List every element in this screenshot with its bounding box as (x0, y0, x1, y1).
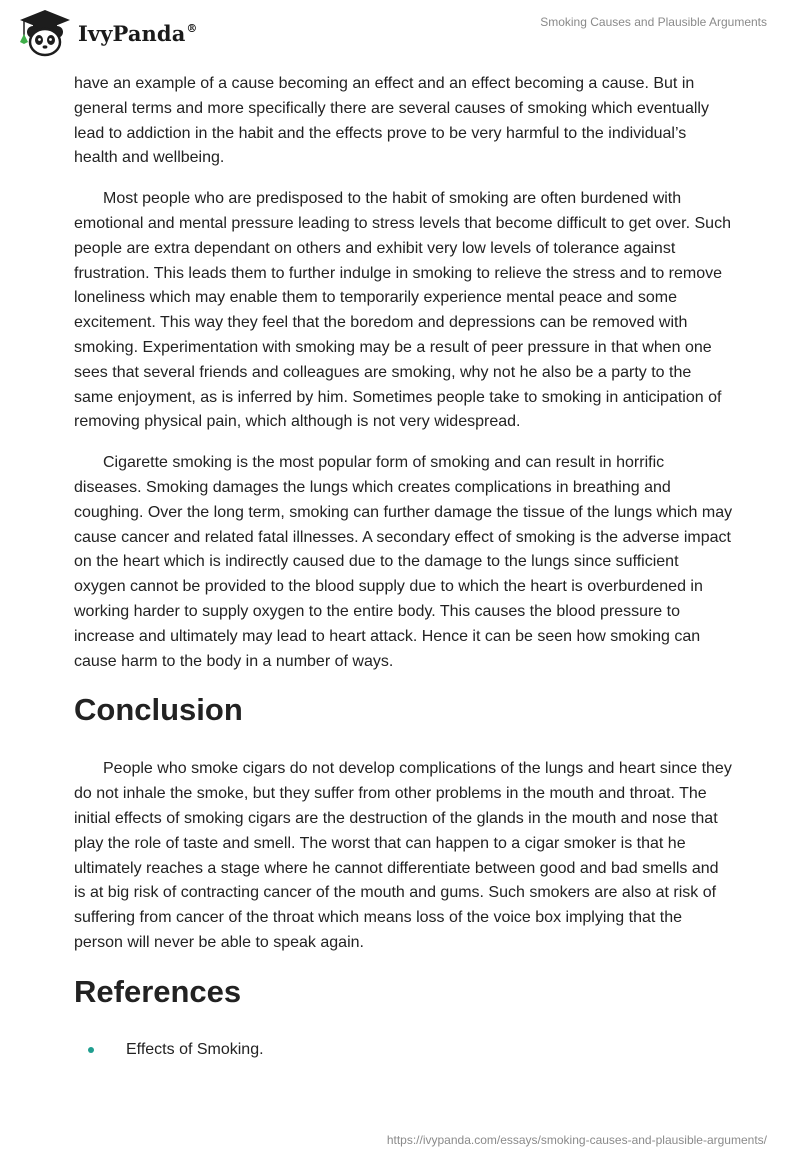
logo-wordmark (78, 21, 198, 46)
essay-content (74, 72, 734, 1062)
source-url-link[interactable]: https://ivypanda.com/essays/smoking-causes-and-plausible-arguments/ (386, 1133, 767, 1147)
logo-text: IvyPanda (78, 20, 186, 46)
document-title: Smoking Causes and Plausible Arguments (540, 15, 767, 29)
references-heading: References (74, 973, 242, 1009)
reference-text: Effects of Smoking. (126, 1040, 264, 1058)
paragraph-causes: Most people who are predisposed to the habit of smoking are often burdened with emotional and mental pressure leading to stress levels that become difficult to get over. Such people are extra dependant on others and exhibit very low levels of tolerance against frustration. This leads them to further indulge in smoking to relieve the stress and to remove loneliness which may enable them to temporarily experience mental peace and some excitement. This way they feel that the boredom and depressions can be removed with smoking. Experimentation with smoking may be a result of peer pressure in that when one sees that several friends and colleagues are smoking, why not he also be a party to the same enjoyment, as is inferred by him. Sometimes people take to smoking in anticipation of removing physical pain, which although is not very widespread. (74, 190, 731, 431)
paragraph-effects: Cigarette smoking is the most popular form of smoking and can result in horrific diseases. Smoking damages the lungs which creates complications in breathing and coughing. Over the long term, smoking can further damage the tissue of the lungs which may cause cancer and related fatal illnesses. A secondary effect of smoking is the adverse impact on the heart which is indirectly caused due to the damage to the lungs since sufficient oxygen cannot be provided to the blood supply due to which the heart is overburdened in working harder to supply oxygen to the entire body. This causes the blood pressure to increase and ultimately may lead to heart attack. Hence it can be seen how smoking can cause harm to the body in a number of ways. (74, 454, 733, 670)
reference-item (74, 1038, 734, 1062)
bullet-dot-icon (88, 1047, 94, 1053)
registered-mark: ® (186, 21, 198, 35)
paragraph-intro: have an example of a cause becoming an effect and an effect becoming a cause. But in general terms and more specifically there are several causes of smoking which eventually lead to addiction in the habit and the effects prove to be very harmful to the individual’s health and wellbeing. (74, 75, 709, 167)
conclusion-heading: Conclusion (74, 692, 243, 728)
panda-graduation-icon (14, 6, 76, 58)
paragraph-conclusion: People who smoke cigars do not develop complications of the lungs and heart since they do not inhale the smoke, but they suffer from other problems in the mouth and throat. The initial effects of smoking cigars are the destruction of the glands in the mouth and nose that play the role of taste and smell. The worst that can happen to a cigar smoker is that he ultimately reaches a stage where he cannot differentiate between good and bad smells and is at big risk of contracting cancer of the mouth and gums. Such smokers are also at risk of suffering from cancer of the throat which means loss of the voice box implying that the person will never be able to speak again. (74, 760, 732, 951)
ivypanda-logo[interactable] (14, 6, 214, 58)
references-list (74, 1038, 734, 1062)
